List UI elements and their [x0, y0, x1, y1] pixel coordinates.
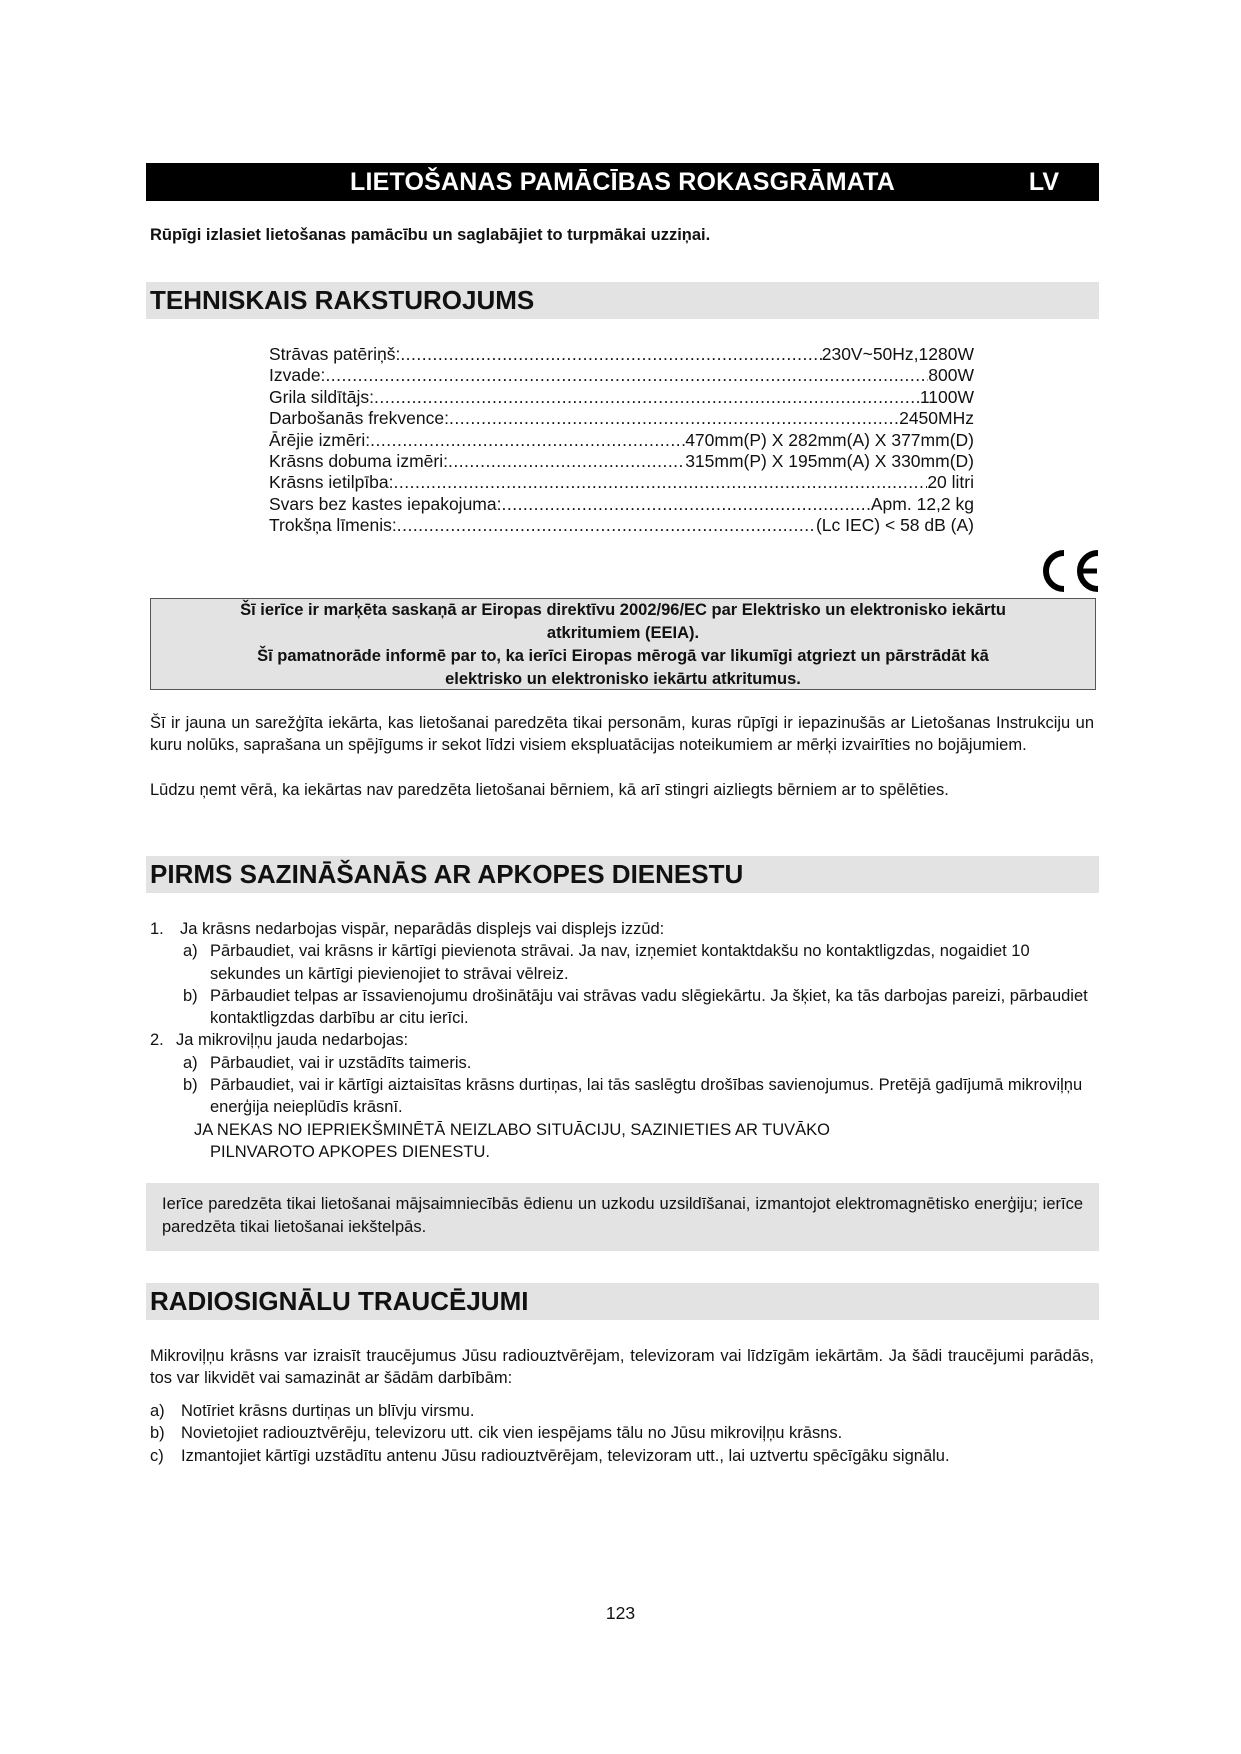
spec-value: 315mm(P) X 195mm(A) X 330mm(D) [685, 450, 974, 471]
language-code: LV [1028, 168, 1059, 196]
spec-value: 20 litri [927, 472, 974, 493]
list-text: Ja mikroviļņu jauda nedarbojas: [176, 1031, 409, 1050]
manual-title: LIETOŠANAS PAMĀCĪBAS ROKASGRĀMATA [349, 168, 896, 196]
spec-value: 470mm(P) X 282mm(A) X 377mm(D) [685, 429, 974, 450]
list-item [150, 1445, 1094, 1467]
spec-row [269, 365, 974, 386]
spec-label: Trokšņa līmenis: [269, 515, 397, 536]
spec-label: Grila sildītājs: [269, 386, 375, 407]
service-contact-note: JA NEKAS NO IEPRIEKŠMINĒTĀ NEIZLABO SITUĀCIJU, SAZINIETIES AR TUVĀKO [194, 1120, 831, 1139]
weee-line: elektrisko un elektronisko iekārtu atkritumus. [445, 670, 801, 688]
safety-paragraph-1: Šī ir jauna un sarežģīta iekārta, kas lietošanai paredzēta tikai personām, kuras rūpīgi ir iepazinušās ar Lietošanas Instrukciju un kuru nolūks, saprašana un spējīgums ir sekot līdzi visiem ekspluatācijas noteikumiem ar mērķi izvairīties no bojājumiem. [150, 714, 1094, 755]
section-heading-technical: TEHNISKAIS RAKSTUROJUMS [146, 282, 1099, 319]
list-item [150, 918, 1094, 940]
service-checklist [150, 918, 1094, 1163]
spec-value: (Lc IEC) < 58 dB (A) [815, 515, 974, 536]
weee-line: Šī pamatnorāde informē par to, ka ierīci Eiropas mērogā var likumīgi atgriezt un pārstrādāt kā [257, 647, 989, 665]
sub-text: Pārbaudiet, vai ir uzstādīts taimeris. [210, 1053, 472, 1072]
spec-row [269, 344, 974, 365]
radio-intro: Mikroviļņu krāsns var izraisīt traucējumus Jūsu radiouztvērējam, televizoram vai līdzīgām iekārtām. Ja šādi traucējumi parādās, tos var likvidēt vai samazināt ar šādām darbībām: [150, 1347, 1094, 1388]
weee-line: atkritumiem (EEIA). [546, 624, 700, 642]
spec-row [269, 408, 974, 429]
spec-row [269, 451, 974, 472]
sub-text: Pārbaudiet, vai krāsns ir kārtīgi pievienota strāvai. Ja nav, izņemiet kontaktdakšu no kontaktligzdas, nogaidiet 10 sekundes un kārtīgi pievienojiet to strāvai vēlreiz. [210, 942, 1030, 983]
list-text: Ja krāsns nedarbojas vispār, neparādās displejs vai displejs izzūd: [180, 920, 665, 938]
list-item [150, 1400, 1094, 1422]
item-letter: a) [150, 1402, 165, 1420]
service-contact-note: PILNVAROTO APKOPES DIENESTU. [210, 1142, 490, 1161]
usage-note: Ierīce paredzēta tikai lietošanai mājsaimniecībās ēdienu un uzkodu uzsildīšanai, izmantojot elektromagnētisko enerģiju; ierīce paredzēta tikai lietošanai iekštelpās. [146, 1183, 1099, 1251]
item-letter: b) [150, 1424, 165, 1443]
spec-label: Krāsns dobuma izmēri: [269, 450, 448, 471]
sub-letter: b) [183, 986, 198, 1005]
sub-text: Pārbaudiet, vai ir kārtīgi aiztaisītas krāsns durtiņas, lai tās saslēgtu drošības savienojumus. Pretējā gadījumā mikroviļņu enerģija neieplūdīs krāsnī. [210, 1076, 1083, 1117]
list-number: 1. [150, 920, 164, 938]
intro-text: Rūpīgi izlasiet lietošanas pamācību un saglabājiet to turpmākai uzziņai. [150, 226, 711, 244]
sub-item [150, 1052, 1094, 1074]
spec-label: Strāvas patēriņš: [269, 344, 401, 364]
item-text: Izmantojiet kārtīgi uzstādītu antenu Jūsu radiouztvērējam, televizoram utt., lai uztvertu spēcīgāku signālu. [181, 1446, 950, 1465]
sub-text: Pārbaudiet telpas ar īssavienojumu drošinātāju vai strāvas vadu slēgiekārtu. Ja šķiet, ka tās darbojas pareizi, pārbaudiet kontaktligzdas darbību ar citu ierīci. [210, 986, 1088, 1028]
item-text: Notīriet krāsns durtiņas un blīvju virsmu. [181, 1402, 475, 1420]
spec-table [269, 344, 974, 537]
spec-value: 800W [928, 365, 974, 386]
ce-mark-icon [1035, 548, 1101, 594]
page-number: 123 [605, 1603, 636, 1623]
list-number: 2. [150, 1031, 164, 1050]
title-banner [146, 163, 1099, 201]
sub-item [150, 1074, 1094, 1119]
spec-label: Ārējie izmēri: [269, 429, 371, 450]
safety-paragraph-2: Lūdzu ņemt vērā, ka iekārtas nav paredzēta lietošanai bērniem, kā arī stingri aizliegts bērniem ar to spēlēties. [150, 781, 949, 799]
spec-value: 1100W [919, 386, 974, 407]
sub-letter: b) [183, 1076, 198, 1095]
section-heading-service: PIRMS SAZINĀŠANĀS AR APKOPES DIENESTU [146, 856, 1099, 893]
spec-label: Svars bez kastes iepakojuma: [269, 493, 502, 514]
spec-label: Darbošanās frekvence: [269, 408, 449, 429]
spec-row [269, 472, 974, 493]
spec-row [269, 494, 974, 515]
spec-row [269, 515, 974, 536]
weee-line: Šī ierīce ir marķēta saskaņā ar Eiropas direktīvu 2002/96/EC par Elektrisko un elektronisko iekārtu [240, 601, 1006, 619]
sub-item [150, 940, 1094, 985]
item-text: Novietojiet radiouztvērēju, televizoru utt. cik vien iespējams tālu no Jūsu mikroviļņu krāsns. [181, 1424, 843, 1443]
spec-value: 2450MHz [899, 408, 974, 429]
radio-steps [150, 1400, 1094, 1467]
sub-item [150, 985, 1094, 1030]
list-item [150, 1422, 1094, 1444]
weee-notice [150, 598, 1096, 690]
spec-label: Krāsns ietilpība: [269, 472, 394, 493]
spec-row [269, 430, 974, 451]
spec-row [269, 387, 974, 408]
spec-value: 230V~50Hz,1280W [821, 344, 974, 364]
item-letter: c) [150, 1446, 164, 1465]
list-item [150, 1029, 1094, 1051]
section-heading-radio: RADIOSIGNĀLU TRAUCĒJUMI [146, 1283, 1099, 1320]
spec-label: Izvade: [269, 365, 326, 386]
sub-letter: a) [183, 1053, 198, 1072]
sub-letter: a) [183, 942, 198, 961]
spec-value: Apm. 12,2 kg [870, 493, 974, 514]
